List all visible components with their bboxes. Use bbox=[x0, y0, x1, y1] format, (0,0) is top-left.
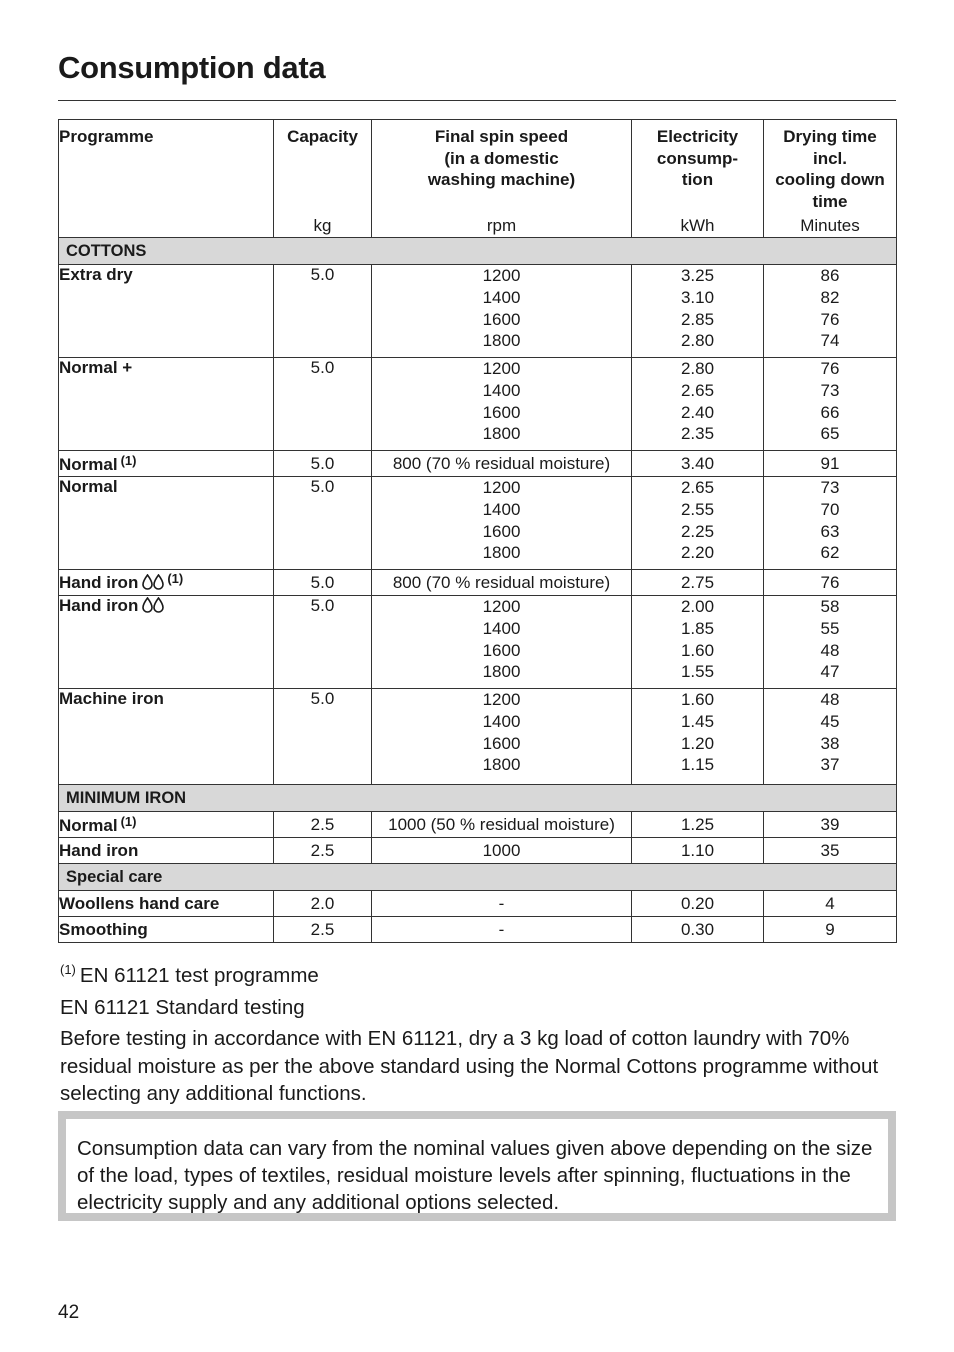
drying-cell bbox=[764, 570, 897, 596]
capacity-cell: 2.5 bbox=[274, 812, 372, 838]
electricity-value: 2.25 bbox=[680, 521, 715, 541]
spin-value: 1200 bbox=[482, 690, 521, 709]
spin-cell bbox=[372, 838, 632, 864]
drying-value: 48 bbox=[820, 640, 840, 660]
programme-name: Normal + bbox=[59, 358, 133, 377]
drying-value: 91 bbox=[820, 453, 840, 473]
programme-cell bbox=[59, 891, 274, 917]
header-spin-speed: Final spin speed (in a domestic washing machine) rpm bbox=[372, 120, 632, 238]
footnote-ref: (1) bbox=[120, 813, 137, 829]
spin-value: 800 (70 % residual moisture) bbox=[392, 572, 611, 592]
programme-name: Extra dry bbox=[59, 265, 133, 284]
programme-name: Machine iron bbox=[59, 689, 164, 708]
drying-cell bbox=[764, 812, 897, 838]
table-row bbox=[59, 265, 897, 358]
drying-value: 76 bbox=[820, 359, 840, 378]
programme-cell bbox=[59, 477, 274, 570]
electricity-value: 2.35 bbox=[680, 424, 715, 444]
capacity-cell: 5.0 bbox=[274, 358, 372, 451]
electricity-value: 3.25 bbox=[680, 266, 715, 285]
spin-cell bbox=[372, 358, 632, 451]
spin-cell bbox=[372, 917, 632, 943]
footnote-ref: (1) bbox=[120, 452, 137, 468]
section-row bbox=[59, 785, 897, 812]
electricity-cell bbox=[632, 570, 764, 596]
electricity-value: 1.15 bbox=[680, 755, 715, 775]
spin-value: 1600 bbox=[482, 521, 521, 541]
table-body bbox=[59, 238, 897, 943]
spin-value: 1200 bbox=[482, 266, 521, 285]
page-title: Consumption data bbox=[58, 50, 326, 85]
electricity-cell bbox=[632, 358, 764, 451]
drying-cell bbox=[764, 265, 897, 358]
drying-value: 63 bbox=[820, 521, 840, 541]
electricity-cell bbox=[632, 917, 764, 943]
double-drop-icon bbox=[142, 597, 164, 618]
drying-value: 70 bbox=[820, 499, 840, 519]
programme-cell bbox=[59, 596, 274, 689]
spin-value: 1400 bbox=[482, 711, 521, 731]
programme-cell bbox=[59, 812, 274, 838]
programme-name: Normal bbox=[59, 454, 118, 474]
header-drying-time: Drying time incl. cooling down time Minutes bbox=[764, 120, 897, 238]
spin-cell bbox=[372, 570, 632, 596]
drying-value: 35 bbox=[820, 840, 840, 860]
spin-cell bbox=[372, 891, 632, 917]
drying-value: 45 bbox=[820, 711, 840, 731]
page-number: 42 bbox=[58, 1302, 80, 1323]
spin-value: 1200 bbox=[482, 478, 521, 497]
notes bbox=[60, 956, 890, 1112]
spin-value: - bbox=[498, 919, 505, 939]
drying-cell bbox=[764, 891, 897, 917]
spin-cell bbox=[372, 477, 632, 570]
unit-electricity: kWh bbox=[680, 215, 715, 235]
table-row bbox=[59, 812, 897, 838]
spin-value: 1000 bbox=[482, 840, 521, 860]
unit-drying: Minutes bbox=[800, 215, 860, 235]
drying-value: 62 bbox=[820, 543, 840, 563]
footnote bbox=[60, 956, 890, 990]
drying-value: 66 bbox=[820, 402, 840, 422]
programme-cell bbox=[59, 689, 274, 785]
footnote-text: EN 61121 test programme bbox=[79, 964, 319, 987]
programme-name: Hand iron bbox=[59, 840, 139, 860]
spin-value: 1800 bbox=[482, 424, 521, 444]
electricity-value: 2.40 bbox=[680, 402, 715, 422]
table-row bbox=[59, 451, 897, 477]
electricity-value: 2.65 bbox=[680, 478, 715, 497]
electricity-value: 1.45 bbox=[680, 711, 715, 731]
section-row bbox=[59, 864, 897, 891]
table-row bbox=[59, 358, 897, 451]
electricity-cell bbox=[632, 451, 764, 477]
table-row bbox=[59, 570, 897, 596]
drying-value: 73 bbox=[820, 478, 840, 497]
table-header-row bbox=[59, 120, 897, 238]
title-divider bbox=[58, 100, 896, 101]
drying-value: 37 bbox=[820, 755, 840, 775]
electricity-cell bbox=[632, 891, 764, 917]
drying-value: 65 bbox=[820, 424, 840, 444]
table-row bbox=[59, 917, 897, 943]
table-row bbox=[59, 596, 897, 689]
table-row bbox=[59, 891, 897, 917]
spin-cell bbox=[372, 265, 632, 358]
table-row bbox=[59, 689, 897, 785]
capacity-cell: 5.0 bbox=[274, 265, 372, 358]
capacity-cell: 2.5 bbox=[274, 917, 372, 943]
spin-value: 1800 bbox=[482, 331, 521, 351]
programme-cell bbox=[59, 451, 274, 477]
electricity-value: 1.25 bbox=[680, 814, 715, 834]
electricity-cell bbox=[632, 596, 764, 689]
table-row bbox=[59, 477, 897, 570]
spin-cell bbox=[372, 812, 632, 838]
drying-value: 76 bbox=[820, 309, 840, 329]
programme-cell bbox=[59, 838, 274, 864]
electricity-value: 1.60 bbox=[680, 690, 715, 709]
drying-value: 47 bbox=[820, 662, 840, 682]
programme-name: Normal bbox=[59, 477, 118, 496]
electricity-cell bbox=[632, 265, 764, 358]
drying-cell bbox=[764, 451, 897, 477]
electricity-value: 1.10 bbox=[680, 840, 715, 860]
electricity-value: 2.80 bbox=[680, 331, 715, 351]
drying-value: 55 bbox=[820, 618, 840, 638]
electricity-cell bbox=[632, 689, 764, 785]
electricity-value: 3.10 bbox=[680, 287, 715, 307]
electricity-value: 2.00 bbox=[680, 597, 715, 616]
electricity-value: 0.30 bbox=[680, 919, 715, 939]
spin-value: 1800 bbox=[482, 543, 521, 563]
capacity-cell: 2.5 bbox=[274, 838, 372, 864]
drying-cell bbox=[764, 596, 897, 689]
spin-value: 1200 bbox=[482, 359, 521, 378]
spin-cell bbox=[372, 451, 632, 477]
programme-cell bbox=[59, 358, 274, 451]
capacity-cell: 5.0 bbox=[274, 451, 372, 477]
spin-value: 1400 bbox=[482, 380, 521, 400]
drying-value: 39 bbox=[820, 814, 840, 834]
electricity-value: 2.55 bbox=[680, 499, 715, 519]
double-drop-icon bbox=[142, 574, 164, 595]
notice-box bbox=[58, 1111, 896, 1221]
drying-cell bbox=[764, 358, 897, 451]
programme-name: Woollens hand care bbox=[59, 893, 220, 913]
electricity-value: 3.40 bbox=[680, 453, 715, 473]
electricity-value: 2.75 bbox=[680, 572, 715, 592]
programme-cell bbox=[59, 265, 274, 358]
spin-value: 1600 bbox=[482, 640, 521, 660]
programme-cell bbox=[59, 917, 274, 943]
spin-value: 1400 bbox=[482, 287, 521, 307]
spin-value: 1600 bbox=[482, 309, 521, 329]
programme-cell bbox=[59, 570, 274, 596]
drying-value: 9 bbox=[825, 919, 835, 939]
section-label: COTTONS bbox=[59, 238, 897, 265]
section-row bbox=[59, 238, 897, 265]
drying-value: 86 bbox=[820, 266, 840, 285]
drying-cell bbox=[764, 917, 897, 943]
standard-heading: EN 61121 Standard testing bbox=[60, 995, 305, 1019]
spin-value: 1400 bbox=[482, 499, 521, 519]
drying-cell bbox=[764, 477, 897, 570]
capacity-cell: 5.0 bbox=[274, 477, 372, 570]
drying-value: 38 bbox=[820, 733, 840, 753]
programme-name: Hand iron bbox=[59, 596, 139, 615]
electricity-value: 2.65 bbox=[680, 380, 715, 400]
testing-paragraph: Before testing in accordance with EN 61121, dry a 3 kg load of cotton laundry with 70% residual moisture as per the above standard using the Normal Cottons programme without selecting any additional functions. bbox=[60, 1027, 879, 1105]
spin-value: 1600 bbox=[482, 733, 521, 753]
header-electricity: Electricity consump- tion kWh bbox=[632, 120, 764, 238]
consumption-table bbox=[58, 119, 897, 943]
unit-capacity: kg bbox=[313, 215, 332, 235]
capacity-cell: 5.0 bbox=[274, 570, 372, 596]
drying-value: 73 bbox=[820, 380, 840, 400]
drying-value: 76 bbox=[820, 572, 840, 592]
electricity-value: 1.55 bbox=[680, 662, 715, 682]
drying-value: 4 bbox=[825, 893, 835, 913]
table-row bbox=[59, 838, 897, 864]
spin-value: 1200 bbox=[482, 597, 521, 616]
drying-value: 48 bbox=[820, 690, 840, 709]
section-label: MINIMUM IRON bbox=[59, 785, 897, 812]
spin-value: 1800 bbox=[482, 755, 521, 775]
electricity-cell bbox=[632, 812, 764, 838]
notice-text: Consumption data can vary from the nominal values given above depending on the size of the load, types of textiles, residual moisture levels after spinning, fluctuations in the electricity supply and any additional options selected. bbox=[66, 1119, 888, 1213]
electricity-value: 2.20 bbox=[680, 543, 715, 563]
spin-value: 1000 (50 % residual moisture) bbox=[388, 814, 615, 834]
programme-name: Hand iron bbox=[59, 572, 139, 592]
drying-value: 58 bbox=[820, 597, 840, 616]
electricity-value: 2.85 bbox=[680, 309, 715, 329]
capacity-cell: 2.0 bbox=[274, 891, 372, 917]
capacity-cell: 5.0 bbox=[274, 689, 372, 785]
programme-name: Normal bbox=[59, 815, 118, 835]
drying-cell bbox=[764, 689, 897, 785]
spin-value: 1600 bbox=[482, 402, 521, 422]
header-programme: Programme bbox=[59, 120, 274, 238]
electricity-value: 1.60 bbox=[680, 640, 715, 660]
electricity-value: 1.85 bbox=[680, 618, 715, 638]
spin-value: 1800 bbox=[482, 662, 521, 682]
programme-name: Smoothing bbox=[59, 919, 148, 939]
footnote-ref: (1) bbox=[167, 570, 184, 586]
electricity-value: 1.20 bbox=[680, 733, 715, 753]
spin-value: 1400 bbox=[482, 618, 521, 638]
footnote-mark: (1) bbox=[60, 962, 76, 977]
electricity-cell bbox=[632, 477, 764, 570]
electricity-cell bbox=[632, 838, 764, 864]
header-capacity: Capacity kg bbox=[274, 120, 372, 238]
drying-cell bbox=[764, 838, 897, 864]
drying-value: 82 bbox=[820, 287, 840, 307]
section-label: Special care bbox=[59, 864, 897, 891]
drying-value: 74 bbox=[820, 331, 840, 351]
spin-cell bbox=[372, 596, 632, 689]
electricity-value: 0.20 bbox=[680, 893, 715, 913]
spin-value: 800 (70 % residual moisture) bbox=[392, 453, 611, 473]
unit-spin: rpm bbox=[486, 215, 517, 235]
spin-value: - bbox=[498, 893, 505, 913]
capacity-cell: 5.0 bbox=[274, 596, 372, 689]
electricity-value: 2.80 bbox=[680, 359, 715, 378]
spin-cell bbox=[372, 689, 632, 785]
